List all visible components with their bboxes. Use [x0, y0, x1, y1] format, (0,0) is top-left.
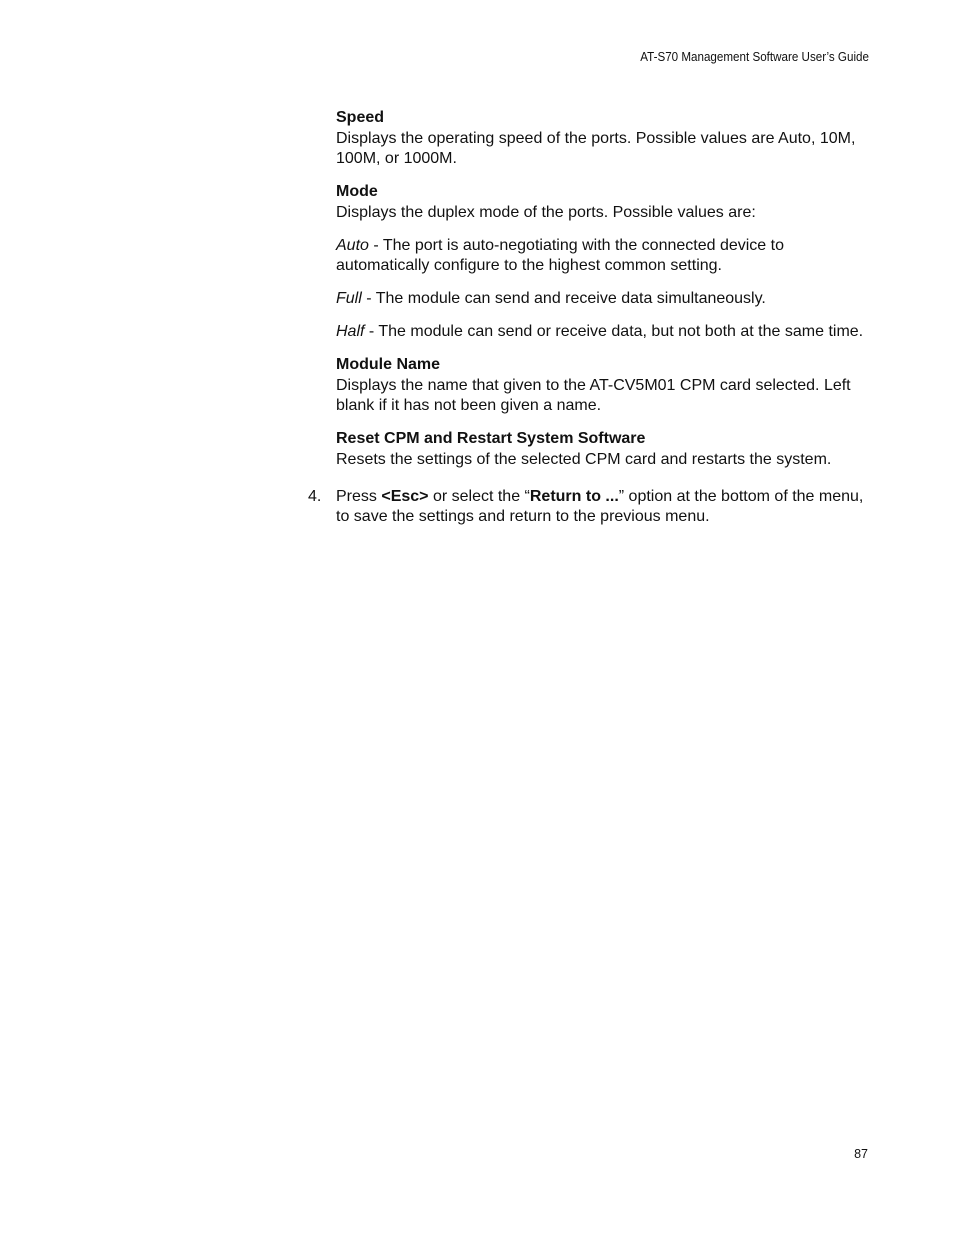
section-body-mode: Displays the duplex mode of the ports. Possible values are: [336, 203, 756, 221]
mode-auto-desc: - The port is auto-negotiating with the connected device to automatically configure to the highest common setting. [336, 236, 784, 274]
page-number: 87 [854, 1147, 868, 1161]
esc-key-label: <Esc> [381, 487, 429, 505]
section-module-name [336, 355, 876, 417]
step-text [336, 487, 876, 528]
step-text-part-1: Press [336, 487, 382, 505]
section-mode [336, 182, 876, 343]
section-title-speed: Speed [336, 109, 385, 126]
section-title-mode: Mode [336, 183, 378, 200]
section-reset [336, 429, 876, 470]
mode-half-term: Half [336, 323, 365, 340]
step-text-part-3: ” option at the bottom of the menu, to save the settings and return to the previous menu. [336, 487, 864, 525]
mode-auto-term: Auto [336, 236, 369, 254]
return-option-label: Return to ... [529, 487, 619, 505]
mode-full-desc: - The module can send and receive data simultaneously. [361, 290, 766, 307]
mode-full-item [336, 289, 876, 310]
section-body-module-name: Displays the name that given to the AT-CV5M01 CPM card selected. Left blank if it has not been given a name. [336, 376, 851, 414]
mode-half-item [336, 322, 876, 343]
section-speed [336, 108, 876, 170]
section-title-reset: Reset CPM and Restart System Software [336, 430, 646, 447]
mode-half-desc: - The module can send or receive data, but not both at the same time. [364, 323, 864, 340]
running-header: AT-S70 Management Software User’s Guide [640, 50, 869, 64]
step-4 [308, 487, 876, 528]
mode-full-term: Full [336, 290, 362, 307]
mode-auto-item [336, 236, 876, 277]
section-title-module-name: Module Name [336, 356, 441, 373]
page-content [308, 108, 876, 528]
section-body-speed: Displays the operating speed of the ports. Possible values are Auto, 10M, 100M, or 1000M. [336, 129, 856, 167]
section-body-reset: Resets the settings of the selected CPM card and restarts the system. [336, 450, 832, 468]
step-number: 4. [308, 487, 322, 505]
step-text-part-2: or select the “ [428, 487, 530, 505]
